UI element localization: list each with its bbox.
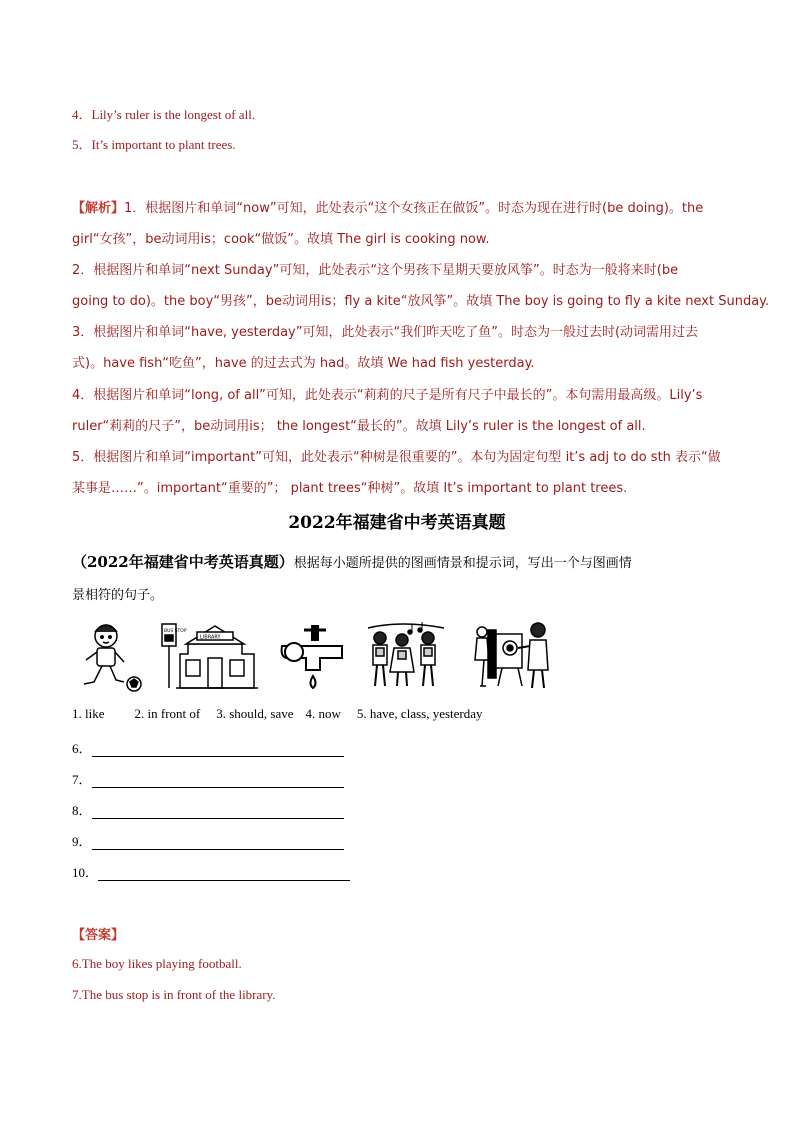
answer-line-4: 4．Lily’s ruler is the longest of all.: [72, 107, 256, 122]
answer-blank-6: [72, 738, 344, 757]
analysis-line-4: going to do)。the boy“男孩”，be动词用is；fly a kite“放风筝”。故填 The boy is going to fly a kite next Sunday.: [72, 294, 770, 309]
answer-line-7: 7.The bus stop is in front of the library.: [72, 987, 276, 1002]
question-line-2: 景相符的句子。: [72, 588, 164, 603]
blank-line[interactable]: [98, 866, 350, 881]
analysis-tag: 【解析】: [72, 201, 125, 216]
picture-strip: [72, 618, 552, 694]
answer-tag: 【答案】: [72, 928, 125, 943]
question-line-1: [72, 546, 732, 580]
answer-line-6: 6.The boy likes playing football.: [72, 956, 242, 971]
library-bus-stop-picture: [162, 624, 258, 688]
question-source: （2022年福建省中考英语真题）: [72, 553, 294, 571]
analysis-line-9: 5．根据图片和单词“important”可知，此处表示“种树是很重要的”。本句为固定句型 it’s adj to do sth 表示“做: [72, 450, 721, 465]
answer-blank-7: [72, 769, 344, 788]
blank-number: 9．: [72, 834, 92, 849]
blank-number: 7．: [72, 772, 92, 787]
hint-1: 1. like: [72, 706, 105, 721]
hint-3: 3. should, save: [216, 706, 294, 721]
analysis-line-8: ruler“莉莉的尺子”，be动词用is； the longest“最长的”。故填 Lily’s ruler is the longest of all.: [72, 419, 646, 434]
children-singing-picture: [368, 622, 444, 686]
analysis-line-2: girl“女孩”，be动词用is；cook“做饭”。故填 The girl is cooking now.: [72, 232, 490, 247]
analysis-line-5: 3．根据图片和单词“have, yesterday”可知，此处表示“我们昨天吃了鱼”。时态为一般过去时(动词需用过去: [72, 325, 699, 340]
hint-4: 4. now: [305, 706, 341, 721]
hint-2: 2. in front of: [134, 706, 201, 721]
answer-blank-9: [72, 831, 344, 850]
boy-football-picture: [84, 625, 141, 691]
blank-number: 8．: [72, 803, 92, 818]
library-sign-label: LIBRARY: [200, 634, 221, 641]
blank-line[interactable]: [92, 773, 344, 788]
hint-words: [72, 706, 499, 722]
answer-blank-10: [72, 862, 350, 881]
blank-line[interactable]: [92, 835, 344, 850]
analysis-line-1: [72, 197, 703, 216]
section-title: 2022年福建省中考英语真题: [288, 513, 506, 533]
blank-line[interactable]: [92, 804, 344, 819]
answer-blank-8: [72, 800, 344, 819]
analysis-text: 1．根据图片和单词“now”可知，此处表示“这个女孩正在做饭”。时态为现在进行时(be doing)。the: [124, 201, 704, 216]
hint-5: 5. have, class, yesterday: [356, 706, 483, 721]
analysis-line-3: 2．根据图片和单词“next Sunday”可知，此处表示“这个男孩下星期天要放风筝”。时态为一般将来时(be: [72, 263, 679, 278]
blank-line[interactable]: [92, 742, 344, 757]
analysis-line-7: 4．根据图片和单词“long, of all”可知，此处表示“莉莉的尺子是所有尺子中最长的”。本句需用最高级。Lily’s: [72, 388, 703, 403]
question-text: [72, 546, 732, 612]
bus-stop-sign-label: BUS STOP: [164, 629, 187, 634]
analysis-line-10: 某事是……”。important“重要的”； plant trees“种树”。故填 It’s important to plant trees.: [72, 481, 628, 496]
analysis-line-6: 式)。have fish“吃鱼”，have 的过去式为 had。故填 We had fish yesterday.: [72, 356, 535, 371]
answer-line-5: 5．It’s important to plant trees.: [72, 137, 236, 152]
teacher-class-picture: [475, 623, 548, 688]
water-tap-picture: [282, 626, 342, 688]
question-instruction: 根据每小题所提供的图画情景和提示词，写出一个与图画情: [293, 556, 632, 571]
blank-number: 6．: [72, 741, 92, 756]
blank-number: 10．: [72, 865, 99, 880]
